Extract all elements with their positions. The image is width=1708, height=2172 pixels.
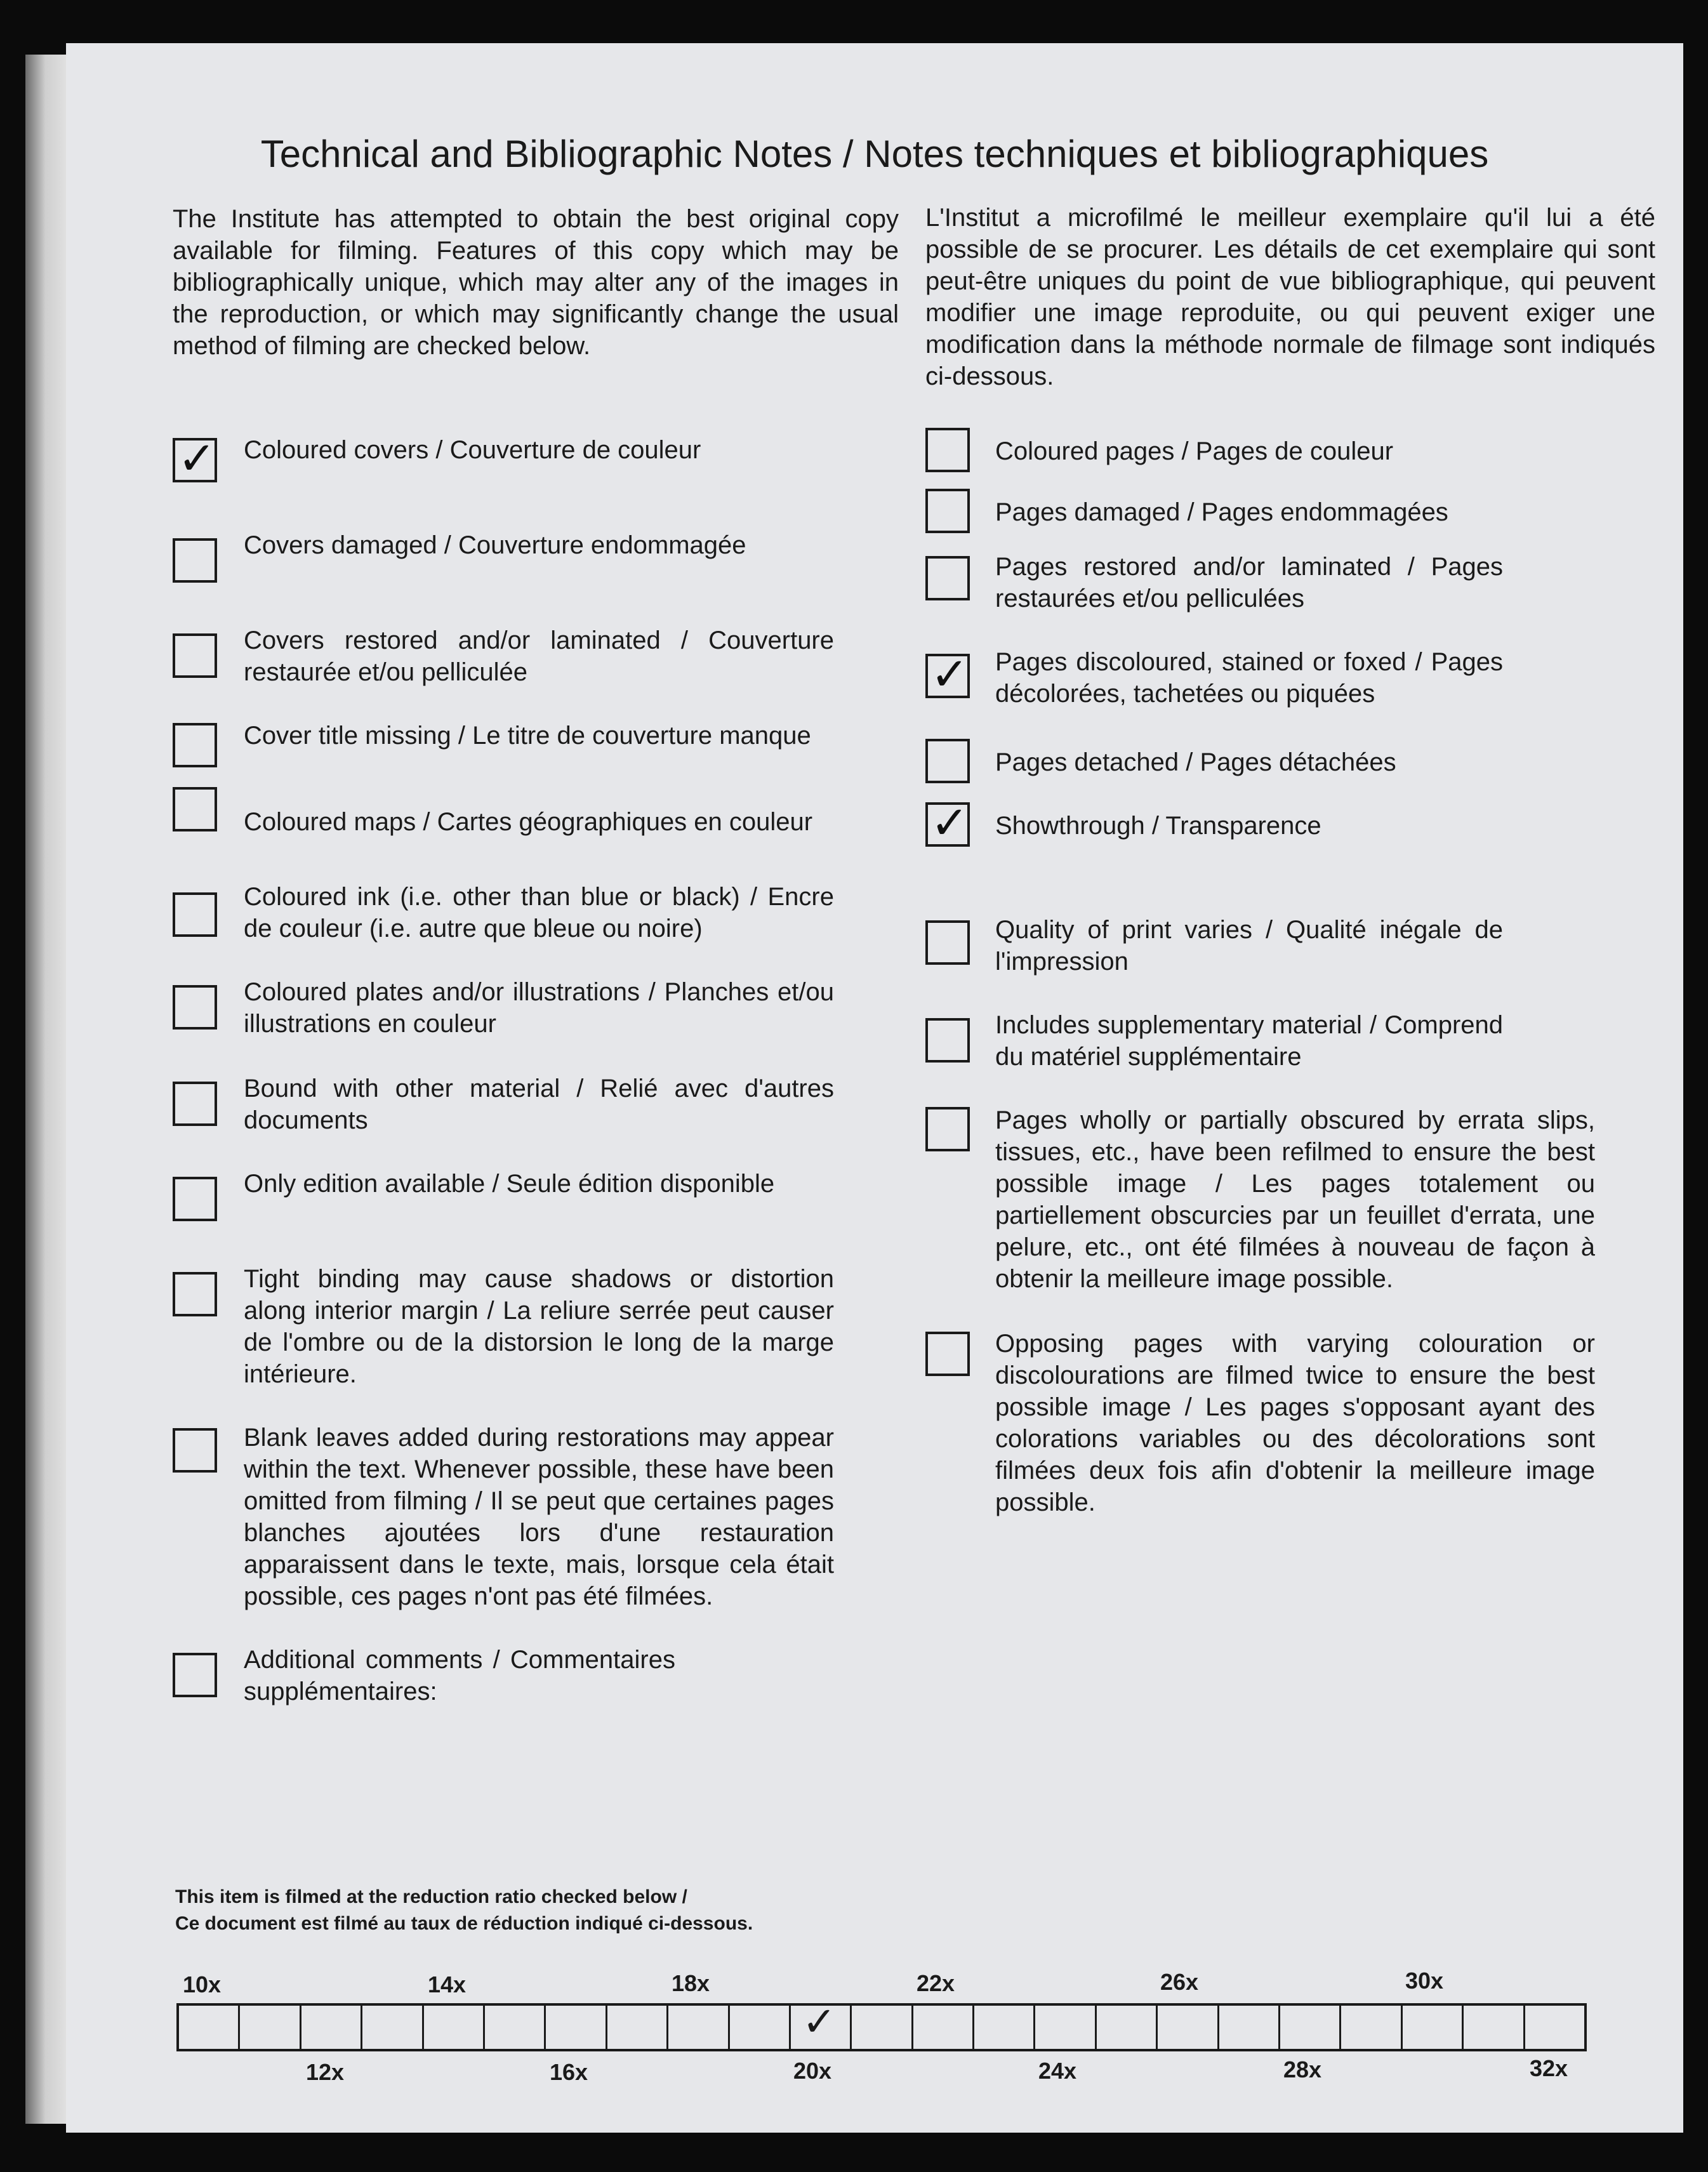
checkbox[interactable] xyxy=(173,1428,217,1473)
check-mark-icon: ✓ xyxy=(930,796,969,849)
microfilm-edge xyxy=(25,55,70,2124)
ratio-label: 12x xyxy=(306,2059,345,2085)
ratio-cell[interactable] xyxy=(1035,2006,1096,2049)
checkbox[interactable] xyxy=(173,985,217,1030)
page-title: Technical and Bibliographic Notes / Notes techniques et bibliographiques xyxy=(260,133,1489,175)
ratio-cell[interactable] xyxy=(1280,2006,1341,2049)
ratio-label: 22x xyxy=(917,1970,955,1996)
ratio-label: 30x xyxy=(1405,1968,1444,1994)
checklist-label: Pages restored and/or laminated / Pages restaurées et/ou pelliculées xyxy=(995,553,1503,613)
checklist-label: Quality of print varies / Qualité inégale de l'impression xyxy=(995,916,1503,976)
notes-page xyxy=(66,43,1683,2133)
checkbox[interactable] xyxy=(173,1653,217,1697)
checklist-label: Coloured pages / Pages de couleur xyxy=(995,437,1394,465)
checklist-label: Includes supplementary material / Comprend du matériel supplémentaire xyxy=(995,1011,1503,1071)
checklist-label: Covers damaged / Couverture endommagée xyxy=(244,531,746,559)
ratio-cell[interactable] xyxy=(1341,2006,1402,2049)
reduction-ratio-scale xyxy=(176,1999,1587,2051)
ratio-label: 20x xyxy=(793,2058,832,2084)
checklist-label: Coloured maps / Cartes géographiques en couleur xyxy=(244,808,813,836)
checklist-label: Opposing pages with varying colouration or discolourations are filmed twice to ensure the best possible image / Les pages s'opposant ayant des colorations variables ou des décolorations sont filmées deux fois afin d'obtenir la meilleure image possible. xyxy=(995,1330,1595,1516)
checklist-label: Blank leaves added during restorations may appear within the text. Whenever possible, these have been omitted from filming / Il se peut que certaines pages blanches ajoutées lors d'une restauration apparaissent dans le texte, mais, lorsque cela était possible, ces pages n'ont pas été filmées. xyxy=(244,1424,834,1610)
checklist-label: Showthrough / Transparence xyxy=(995,812,1321,840)
intro-english: The Institute has attempted to obtain the best original copy available for filming. Features of this copy which may be bibliographically unique, which may alter any of the images in the reproduction, or which may significantly change the usual method of filming are checked below. xyxy=(173,205,899,360)
reduction-note xyxy=(175,1884,753,1937)
reduction-note-french: Ce document est filmé au taux de réduction indiqué ci-dessous. xyxy=(175,1913,753,1934)
checklist-label: Coloured ink (i.e. other than blue or black) / Encre de couleur (i.e. autre que bleue ou noire) xyxy=(244,883,834,943)
checkbox[interactable] xyxy=(173,723,217,767)
ratio-label: 16x xyxy=(550,2059,588,2085)
ratio-cell[interactable] xyxy=(1219,2006,1280,2049)
ratio-label: 28x xyxy=(1283,2056,1322,2083)
ratio-cell[interactable] xyxy=(1464,2006,1525,2049)
checkbox[interactable] xyxy=(925,739,970,783)
checkbox[interactable] xyxy=(173,1082,217,1126)
ratio-label: 32x xyxy=(1530,2055,1568,2081)
checklist-label: Coloured covers / Couverture de couleur xyxy=(244,436,701,464)
checklist-label: Pages discoloured, stained or foxed / Pages décolorées, tachetées ou piquées xyxy=(995,648,1503,708)
ratio-label: 10x xyxy=(183,1971,222,1997)
ratio-label: 24x xyxy=(1038,2058,1077,2084)
checkbox[interactable] xyxy=(925,796,970,849)
check-mark-icon: ✓ xyxy=(930,647,969,701)
checkbox[interactable] xyxy=(925,1107,970,1151)
checklist-label: Covers restored and/or laminated / Couverture restaurée et/ou pelliculée xyxy=(244,626,834,686)
ratio-cell[interactable] xyxy=(607,2006,668,2049)
ratio-cell[interactable] xyxy=(1403,2006,1464,2049)
checkbox[interactable] xyxy=(925,647,970,701)
checklist-label: Tight binding may cause shadows or distortion along interior margin / La reliure serrée peut causer de l'ombre ou de la distorsion le long de la marge intérieure. xyxy=(244,1265,834,1388)
ratio-cell[interactable] xyxy=(1097,2006,1158,2049)
ratio-cell[interactable] xyxy=(362,2006,423,2049)
checkbox[interactable] xyxy=(173,538,217,583)
checkbox[interactable] xyxy=(925,920,970,965)
ratio-cell[interactable] xyxy=(485,2006,546,2049)
checklist-label: Bound with other material / Relié avec d'autres documents xyxy=(244,1075,834,1134)
checklist-label: Pages wholly or partially obscured by errata slips, tissues, etc., have been refilmed to ensure the best possible image / Les pages totalement ou partiellement obscurcies par un feuillet d'errata, une pelure, etc., ont été filmées à nouveau de façon à obtenir la meilleure image possible. xyxy=(995,1106,1595,1293)
checkbox[interactable] xyxy=(925,428,970,472)
checklist-label: Pages detached / Pages détachées xyxy=(995,748,1396,776)
ratio-cell[interactable] xyxy=(668,2006,729,2049)
ratio-label: 18x xyxy=(672,1970,710,1996)
checkbox[interactable] xyxy=(173,432,217,485)
checkbox[interactable] xyxy=(925,1332,970,1376)
checkbox[interactable] xyxy=(173,892,217,937)
checkbox[interactable] xyxy=(173,1272,217,1316)
ratio-label: 26x xyxy=(1160,1969,1199,1995)
checklist-label: Cover title missing / Le titre de couverture manque xyxy=(244,722,811,750)
checkbox[interactable] xyxy=(173,1177,217,1221)
ratio-cell[interactable] xyxy=(1525,2006,1584,2049)
ratio-cell[interactable] xyxy=(301,2006,362,2049)
ratio-cell-checked[interactable] xyxy=(791,1999,852,2049)
checkbox[interactable] xyxy=(925,489,970,533)
ratio-cell[interactable] xyxy=(240,2006,301,2049)
ratio-cell[interactable] xyxy=(974,2006,1035,2049)
ratio-cell[interactable] xyxy=(546,2006,607,2049)
ratio-cell[interactable] xyxy=(179,2006,240,2049)
ratio-cell[interactable] xyxy=(913,2006,974,2049)
checkbox[interactable] xyxy=(925,556,970,600)
check-mark-icon: ✓ xyxy=(802,1999,837,2046)
checkbox[interactable] xyxy=(173,633,217,678)
ratio-cell[interactable] xyxy=(730,2006,791,2049)
checklist-label: Additional comments / Commentaires supplémentaires: xyxy=(244,1646,675,1705)
checklist-label: Pages damaged / Pages endommagées xyxy=(995,498,1448,526)
checklist-label: Coloured plates and/or illustrations / Planches et/ou illustrations en couleur xyxy=(244,978,834,1038)
checklist-label: Only edition available / Seule édition disponible xyxy=(244,1170,775,1198)
ratio-cell[interactable] xyxy=(424,2006,485,2049)
ratio-label: 14x xyxy=(428,1971,467,1997)
checkbox[interactable] xyxy=(173,787,217,831)
checkbox[interactable] xyxy=(925,1018,970,1063)
intro-french: L'Institut a microfilmé le meilleur exemplaire qu'il lui a été possible de se procurer. Les détails de cet exemplaire qui sont peut-être uniques du point de vue bibliographique, qui peuvent modifier une image reproduite, ou qui peuvent exiger une modification dans la méthode normale de filmage sont indiqués ci-dessous. xyxy=(925,204,1655,390)
check-mark-icon: ✓ xyxy=(178,432,216,485)
reduction-note-english: This item is filmed at the reduction ratio checked below / xyxy=(175,1886,687,1907)
ratio-cell[interactable] xyxy=(1158,2006,1219,2049)
ratio-cell[interactable] xyxy=(852,2006,913,2049)
